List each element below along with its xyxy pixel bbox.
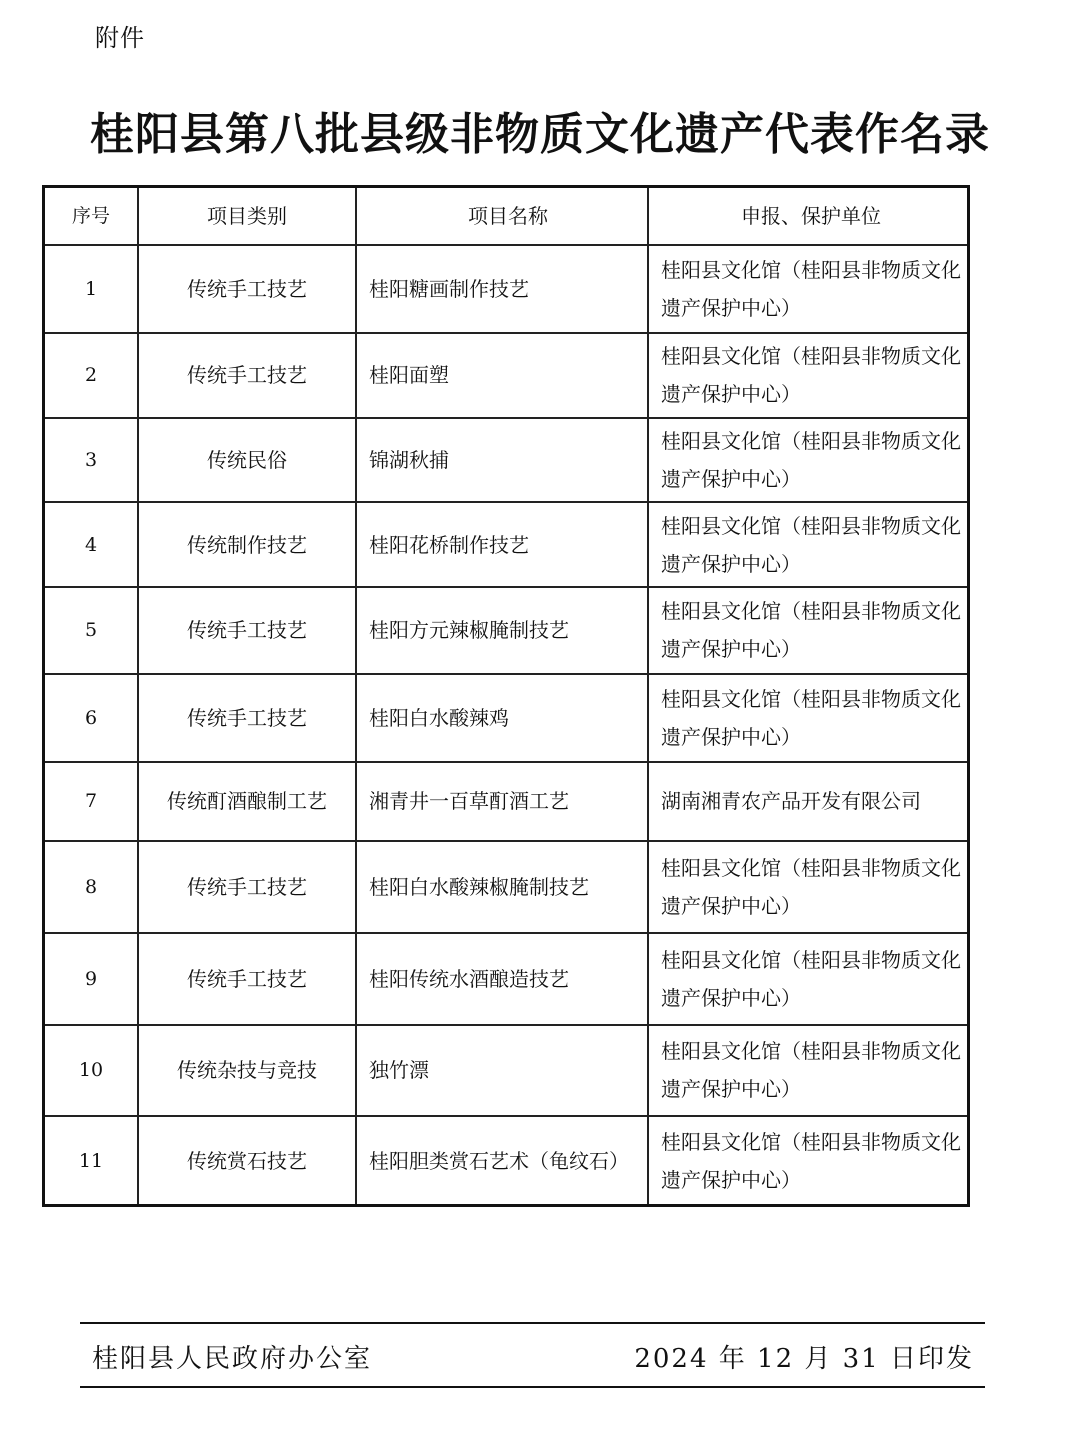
row-name: 桂阳方元辣椒腌制技艺	[356, 587, 648, 673]
table-row	[44, 674, 969, 762]
row-no: 5	[44, 587, 139, 673]
row-unit: 桂阳县文化馆（桂阳县非物质文化遗产保护中心）	[648, 933, 969, 1024]
row-category: 传统手工技艺	[138, 933, 356, 1024]
table-row	[44, 933, 969, 1024]
row-name: 锦湖秋捕	[356, 418, 648, 502]
row-category: 传统手工技艺	[138, 841, 356, 933]
row-unit: 桂阳县文化馆（桂阳县非物质文化遗产保护中心）	[648, 841, 969, 933]
footer-rule-top	[80, 1322, 985, 1324]
row-no: 3	[44, 418, 139, 502]
heritage-list-table	[42, 185, 970, 1207]
issuer-name: 桂阳县人民政府办公室	[92, 1344, 373, 1374]
header-category: 项目类别	[138, 187, 356, 246]
table-row	[44, 1116, 969, 1205]
row-no: 6	[44, 674, 139, 762]
row-no: 4	[44, 502, 139, 587]
row-no: 10	[44, 1025, 139, 1116]
row-unit: 湖南湘青农产品开发有限公司	[648, 762, 969, 841]
row-name: 桂阳面塑	[356, 333, 648, 417]
table-row	[44, 333, 969, 417]
document-title: 桂阳县第八批县级非物质文化遗产代表作名录	[90, 109, 990, 160]
row-name: 桂阳糖画制作技艺	[356, 245, 648, 333]
table-row	[44, 762, 969, 841]
row-category: 传统手工技艺	[138, 587, 356, 673]
row-name: 桂阳白水酸辣鸡	[356, 674, 648, 762]
issue-date: 2024 年 12 月 31 日印发	[634, 1344, 974, 1374]
row-category: 传统手工技艺	[138, 333, 356, 417]
header-unit: 申报、保护单位	[648, 187, 969, 246]
row-unit: 桂阳县文化馆（桂阳县非物质文化遗产保护中心）	[648, 502, 969, 587]
row-category: 传统手工技艺	[138, 245, 356, 333]
row-unit: 桂阳县文化馆（桂阳县非物质文化遗产保护中心）	[648, 1116, 969, 1205]
header-no: 序号	[44, 187, 139, 246]
row-category: 传统酊酒酿制工艺	[138, 762, 356, 841]
attachment-label: 附件	[95, 24, 145, 52]
row-no: 8	[44, 841, 139, 933]
row-no: 11	[44, 1116, 139, 1205]
row-name: 桂阳白水酸辣椒腌制技艺	[356, 841, 648, 933]
row-unit: 桂阳县文化馆（桂阳县非物质文化遗产保护中心）	[648, 1025, 969, 1116]
row-unit: 桂阳县文化馆（桂阳县非物质文化遗产保护中心）	[648, 587, 969, 673]
row-name: 桂阳花桥制作技艺	[356, 502, 648, 587]
row-name: 桂阳传统水酒酿造技艺	[356, 933, 648, 1024]
header-name: 项目名称	[356, 187, 648, 246]
row-no: 1	[44, 245, 139, 333]
row-category: 传统杂技与竞技	[138, 1025, 356, 1116]
row-category: 传统赏石技艺	[138, 1116, 356, 1205]
table-row	[44, 418, 969, 502]
row-name: 桂阳胆类赏石艺术（龟纹石）	[356, 1116, 648, 1205]
table-row	[44, 502, 969, 587]
row-category: 传统手工技艺	[138, 674, 356, 762]
row-name: 独竹漂	[356, 1025, 648, 1116]
row-name: 湘青井一百草酊酒工艺	[356, 762, 648, 841]
row-category: 传统制作技艺	[138, 502, 356, 587]
table-row	[44, 587, 969, 673]
row-no: 9	[44, 933, 139, 1024]
row-unit: 桂阳县文化馆（桂阳县非物质文化遗产保护中心）	[648, 674, 969, 762]
row-no: 2	[44, 333, 139, 417]
row-unit: 桂阳县文化馆（桂阳县非物质文化遗产保护中心）	[648, 418, 969, 502]
table-header-row	[44, 187, 969, 246]
footer-rule-bottom	[80, 1386, 985, 1388]
table-row	[44, 841, 969, 933]
table-row	[44, 245, 969, 333]
row-no: 7	[44, 762, 139, 841]
row-unit: 桂阳县文化馆（桂阳县非物质文化遗产保护中心）	[648, 333, 969, 417]
table-row	[44, 1025, 969, 1116]
row-unit: 桂阳县文化馆（桂阳县非物质文化遗产保护中心）	[648, 245, 969, 333]
row-category: 传统民俗	[138, 418, 356, 502]
